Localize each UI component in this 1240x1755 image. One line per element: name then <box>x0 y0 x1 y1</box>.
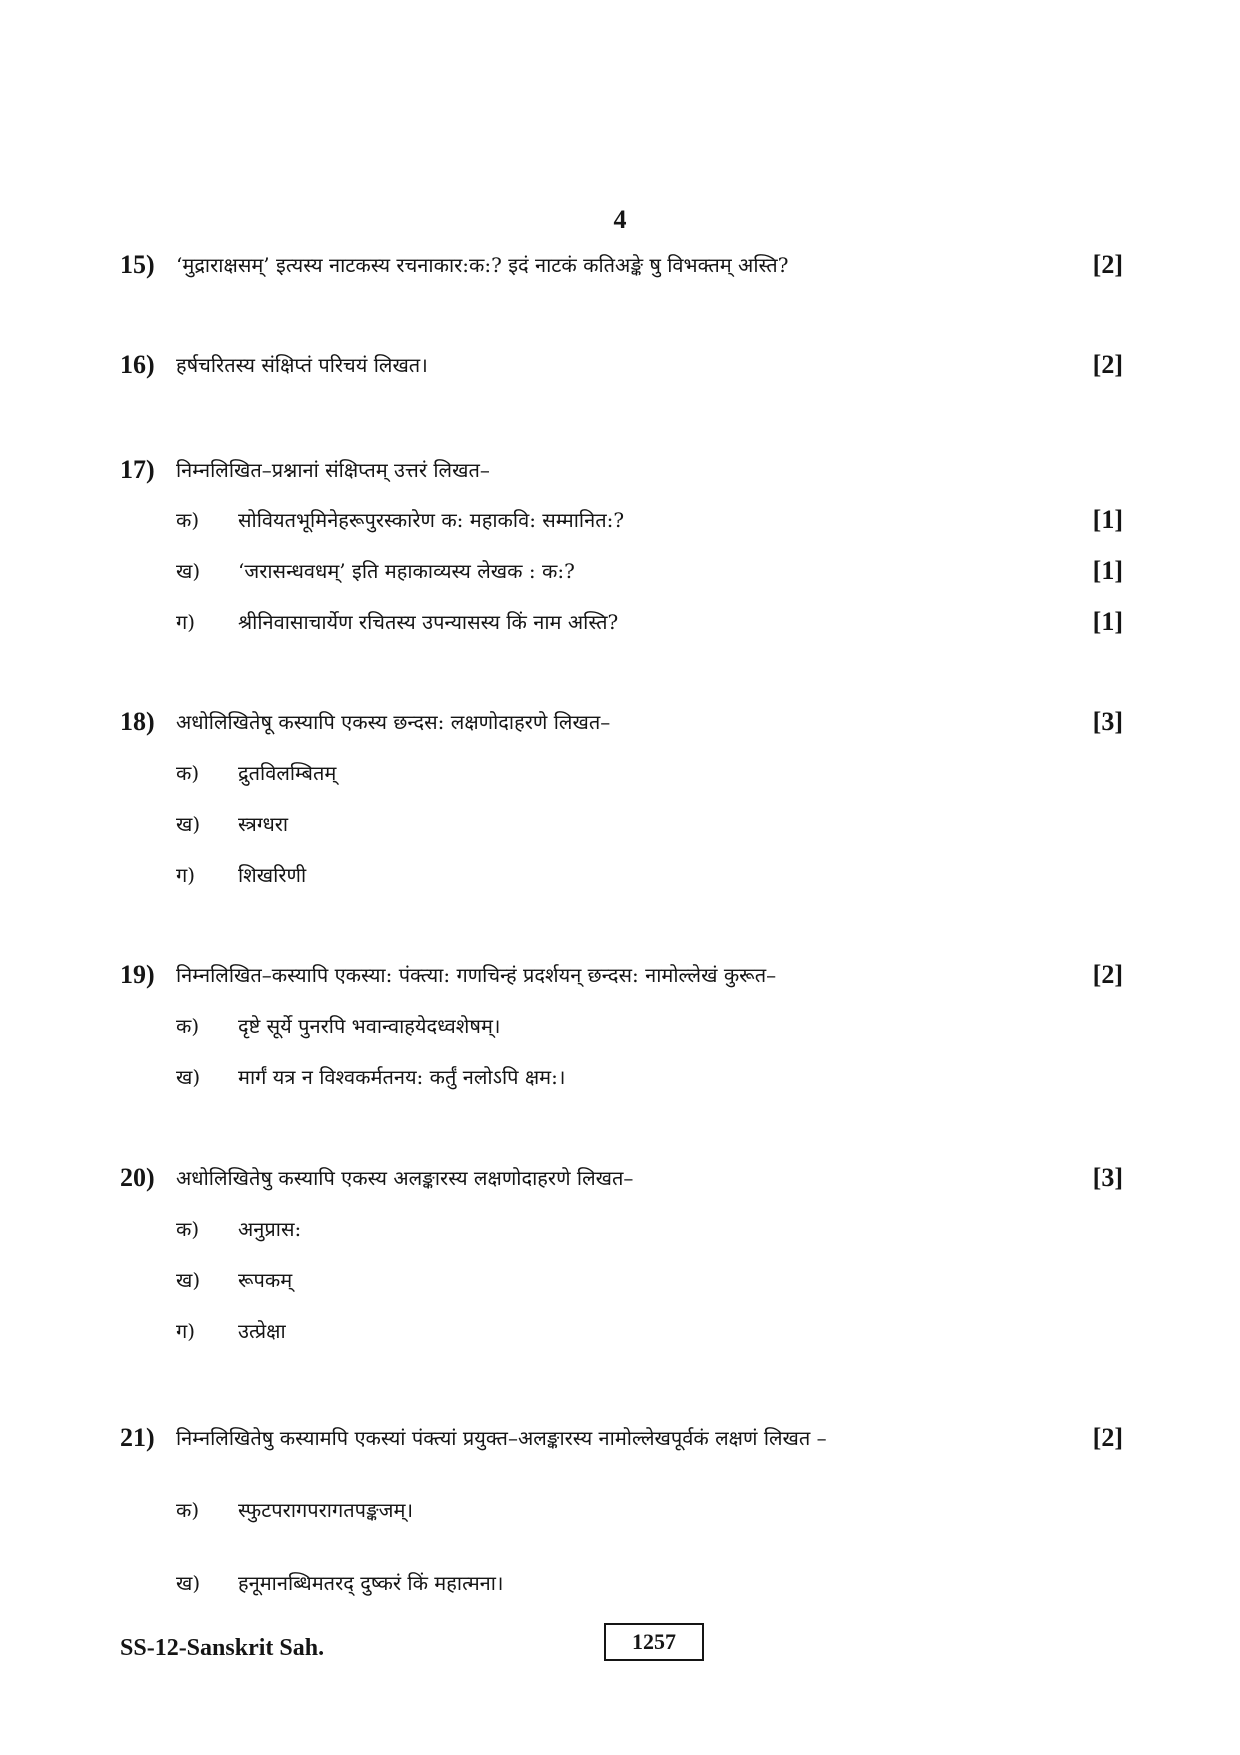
question-text: निम्नलिखित–प्रश्नानां संक्षिप्तम् उत्तरं लिखत– <box>176 458 490 482</box>
sub-label: क) <box>176 761 200 785</box>
sub-text: मार्गं यत्र न विश्वकर्मतनय: कर्तुं नलोऽपि क्षम:। <box>238 1065 566 1089</box>
question-text: अधोलिखितेषु कस्यापि एकस्य अलङ्कारस्य लक्षणोदाहरणे लिखत– <box>176 1166 634 1190</box>
sub-question <box>0 1311 1240 1351</box>
sub-question <box>0 753 1240 793</box>
sub-text: द्रुतविलम्बितम् <box>238 761 337 785</box>
sub-text: श्रीनिवासाचार्येण रचितस्य उपन्यासस्य किं नाम अस्ति? <box>238 610 619 634</box>
sub-text: ‘जरासन्धवधम्’ इति महाकाव्यस्य लेखक : क:? <box>238 559 575 583</box>
question-number: 17) <box>120 455 155 484</box>
sub-question <box>0 1057 1240 1097</box>
question-number: 15) <box>120 250 155 279</box>
question-18 <box>0 702 1240 895</box>
sub-question <box>0 1006 1240 1046</box>
sub-question <box>0 551 1240 591</box>
sub-question <box>0 804 1240 844</box>
question-marks: [2] <box>1092 350 1123 379</box>
sub-marks: [1] <box>1092 505 1123 534</box>
question-16 <box>0 345 1240 385</box>
sub-text: स्फुटपरागपरागतपङ्कजम्। <box>238 1498 414 1522</box>
question-marks: [2] <box>1092 250 1123 279</box>
sub-label: ख) <box>176 1268 201 1292</box>
question-marks: [3] <box>1092 707 1123 736</box>
page-number: 4 <box>613 205 627 234</box>
sub-label: क) <box>176 1217 200 1241</box>
question-text: अधोलिखितेषू कस्यापि एकस्य छन्दस: लक्षणोदाहरणे लिखत– <box>176 710 611 734</box>
sub-text: शिखरिणी <box>238 863 307 887</box>
sub-text: उत्प्रेक्षा <box>238 1319 286 1343</box>
question-text: ‘मुद्राराक्षसम्’ इत्यस्य नाटकस्य रचनाकार:क:? इदं नाटकं कतिअङ्के षु विभक्तम् अस्ति? <box>176 253 789 277</box>
question-19 <box>0 955 1240 1097</box>
question-marks: [3] <box>1092 1163 1123 1192</box>
sub-label: क) <box>176 1014 200 1038</box>
question-marks: [2] <box>1092 1423 1123 1452</box>
question-15 <box>0 245 1240 285</box>
question-text: हर्षचरितस्य संक्षिप्तं परिचयं लिखत। <box>176 353 428 377</box>
sub-question <box>0 602 1240 642</box>
sub-label: ग) <box>176 863 196 887</box>
question-number: 20) <box>120 1163 155 1192</box>
question-number: 19) <box>120 960 155 989</box>
sub-question <box>0 855 1240 895</box>
sub-marks: [1] <box>1092 556 1123 585</box>
paper-code: SS-12-Sanskrit Sah. <box>120 1635 325 1661</box>
sub-question <box>0 1209 1240 1249</box>
sub-text: रूपकम् <box>238 1268 293 1292</box>
question-17 <box>0 450 1240 642</box>
question-number: 21) <box>120 1423 155 1452</box>
sub-question <box>0 1563 1240 1603</box>
page-code-box: 1257 <box>604 1623 704 1661</box>
sub-label: ख) <box>176 1571 201 1595</box>
sub-question <box>0 500 1240 540</box>
sub-text: हनूमानब्धिमतरद् दुष्करं किं महात्मना। <box>238 1571 504 1595</box>
sub-text: सोवियतभूमिनेहरूपुरस्कारेण क: महाकवि: सम्मानित:? <box>238 508 625 532</box>
question-text: निम्नलिखितेषु कस्यामपि एकस्यां पंक्त्यां प्रयुक्त–अलङ्कारस्य नामोल्लेखपूर्वकं लक्षणं लिखत – <box>176 1426 827 1450</box>
sub-label: ग) <box>176 610 196 634</box>
question-20 <box>0 1158 1240 1351</box>
sub-label: ख) <box>176 1065 201 1089</box>
sub-text: अनुप्रास: <box>238 1217 302 1241</box>
sub-label: क) <box>176 508 200 532</box>
sub-marks: [1] <box>1092 607 1123 636</box>
sub-text: दृष्टे सूर्ये पुनरपि भवान्वाहयेदध्वशेषम्। <box>238 1014 501 1038</box>
sub-label: ख) <box>176 559 201 583</box>
question-number: 18) <box>120 707 155 736</box>
sub-label: ख) <box>176 812 201 836</box>
question-marks: [2] <box>1092 960 1123 989</box>
sub-label: ग) <box>176 1319 196 1343</box>
question-number: 16) <box>120 350 155 379</box>
sub-question <box>0 1490 1240 1530</box>
sub-question <box>0 1260 1240 1300</box>
question-text: निम्नलिखित–कस्यापि एकस्या: पंक्त्या: गणचिन्हं प्रदर्शयन् छन्दस: नामोल्लेखं कुरूत– <box>176 963 777 987</box>
sub-label: क) <box>176 1498 200 1522</box>
question-21 <box>0 1418 1240 1603</box>
sub-text: स्त्रग्धरा <box>238 812 289 836</box>
